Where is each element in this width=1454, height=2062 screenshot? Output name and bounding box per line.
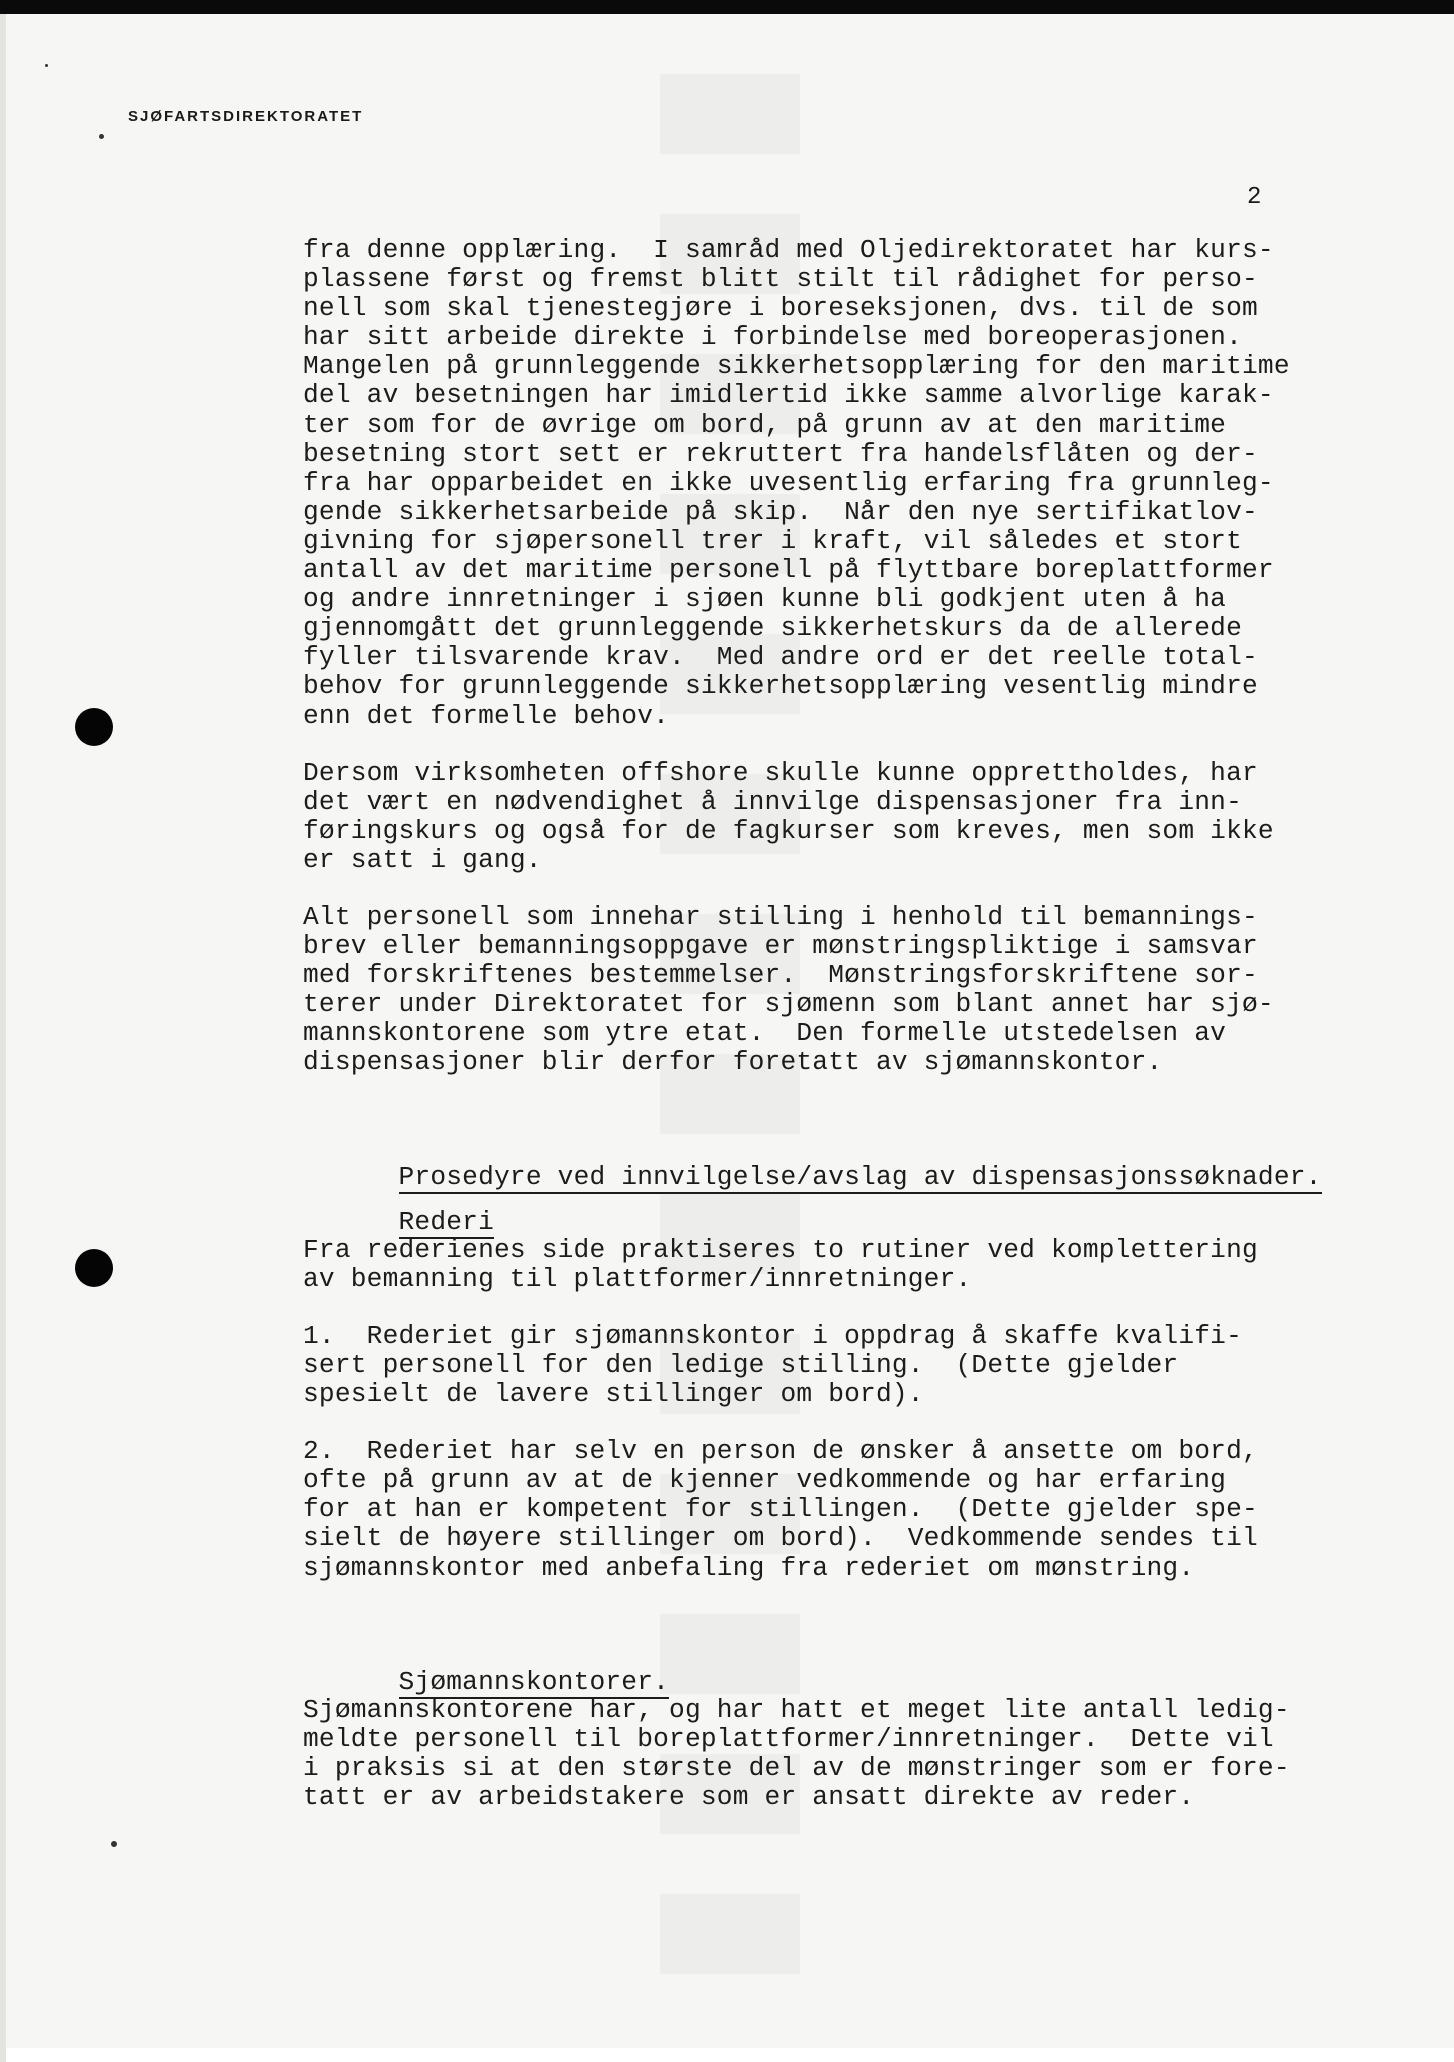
text-line: føringskurs og også for de fagkurser som kreves, men som ikke <box>303 815 1274 846</box>
text-line: for at han er kompetent for stillingen. (Dette gjelder spe- <box>303 1494 1258 1525</box>
text-line: fra har opparbeidet en ikke uvesentlig erfaring fra grunnleg- <box>303 467 1274 498</box>
text-line: ofte på grunn av at de kjenner vedkommende og har erfaring <box>303 1465 1227 1496</box>
text-line: behov for grunnleggende sikkerhetsopplæring vesentlig mindre <box>303 671 1258 702</box>
text-line: av bemanning til plattformer/innretninger. <box>303 1263 972 1294</box>
text-line: det vært en nødvendighet å innvilge dispensasjoner fra inn- <box>303 786 1242 817</box>
text-line: gjennomgått det grunnleggende sikkerhetskurs da de allerede <box>303 613 1242 644</box>
letterhead-org: SJØFARTSDIREKTORATET <box>128 108 364 125</box>
list-item-1 <box>303 1322 1373 1409</box>
text-line: terer under Direktoratet for sjømenn som blant annet har sjø- <box>303 989 1274 1020</box>
list-item-2 <box>303 1437 1373 1582</box>
paragraph-5 <box>303 1696 1373 1812</box>
scan-speck <box>111 1841 117 1847</box>
text-line: fra denne opplæring. I samråd med Oljedirektoratet har kurs- <box>303 235 1274 265</box>
text-line: meldte personell til boreplattformer/innretninger. Dette vil <box>303 1723 1274 1754</box>
text-line: antall av det maritime personell på flyttbare boreplattformer <box>303 555 1274 586</box>
subheading-sjomannskontorer <box>303 1639 1373 1697</box>
text-line: med forskriftenes bestemmelser. Mønstringsforskriftene sor- <box>303 960 1258 991</box>
text-line: er satt i gang. <box>303 844 542 875</box>
text-line: 2. Rederiet har selv en person de ønsker å ansette om bord, <box>303 1436 1258 1467</box>
scan-speck <box>45 64 48 67</box>
text-line: har sitt arbeide direkte i forbindelse med boreoperasjonen. <box>303 322 1242 353</box>
section-heading <box>303 1134 1373 1192</box>
document-body <box>303 236 1373 1812</box>
punch-hole <box>75 708 113 746</box>
text-line: fyller tilsvarende krav. Med andre ord er det reelle total- <box>303 642 1258 673</box>
text-line: nell som skal tjenestegjøre i boreseksjonen, dvs. til de som <box>303 293 1258 324</box>
scan-speck <box>99 134 104 139</box>
text-line: plassene først og fremst blitt stilt til rådighet for perso- <box>303 264 1258 295</box>
punch-hole <box>75 1249 113 1287</box>
subheading-sjomannskontorer-text: Sjømannskontorer. <box>398 1666 670 1697</box>
text-line: i praksis si at den største del av de mønstringer som er fore- <box>303 1752 1290 1783</box>
text-line: Mangelen på grunnleggende sikkerhetsopplæring for den maritime <box>303 351 1290 382</box>
text-line: tatt er av arbeidstakere som er ansatt direkte av reder. <box>303 1782 1195 1813</box>
text-line: givning for sjøpersonell trer i kraft, vil således et stort <box>303 525 1242 556</box>
text-line: sjømannskontor med anbefaling fra rederiet om mønstring. <box>303 1552 1195 1583</box>
paragraph-4 <box>303 1236 1373 1294</box>
text-line: spesielt de lavere stillinger om bord). <box>303 1379 924 1410</box>
text-line: mannskontorene som ytre etat. Den formelle utstedelsen av <box>303 1018 1227 1049</box>
text-line: Dersom virksomheten offshore skulle kunne opprettholdes, har <box>303 757 1258 788</box>
text-line: og andre innretninger i sjøen kunne bli godkjent uten å ha <box>303 584 1227 615</box>
text-line: del av besetningen har imidlertid ikke samme alvorlige karak- <box>303 380 1274 411</box>
text-line: brev eller bemanningsoppgave er mønstringspliktige i samsvar <box>303 931 1258 962</box>
section-heading-text: Prosedyre ved innvilgelse/avslag av dispensasjonssøknader. <box>398 1161 1322 1192</box>
paragraph-1 <box>303 236 1373 731</box>
text-line: enn det formelle behov. <box>303 700 670 731</box>
text-line: Alt personell som innehar stilling i henhold til bemannings- <box>303 901 1258 932</box>
text-line: Sjømannskontorene har, og har hatt et meget lite antall ledig- <box>303 1694 1290 1725</box>
text-line: besetning stort sett er rekruttert fra handelsflåten og der- <box>303 438 1258 469</box>
text-line: dispensasjoner blir derfor foretatt av sjømannskontor. <box>303 1047 1163 1078</box>
paragraph-2 <box>303 759 1373 875</box>
text-line: Fra rederienes side praktiseres to rutiner ved komplettering <box>303 1234 1258 1265</box>
scan-edge <box>0 14 6 2062</box>
text-line: ter som for de øvrige om bord, på grunn av at den maritime <box>303 409 1227 440</box>
paragraph-3 <box>303 903 1373 1078</box>
text-line: sielt de høyere stillinger om bord). Vedkommende sendes til <box>303 1523 1258 1554</box>
text-line: 1. Rederiet gir sjømannskontor i oppdrag å skaffe kvalifi- <box>303 1320 1242 1351</box>
text-line: sert personell for den ledige stilling. (Dette gjelder <box>303 1350 1179 1380</box>
page-number: 2 <box>1247 184 1262 211</box>
text-line: gende sikkerhetsarbeide på skip. Når den nye sertifikatlov- <box>303 496 1258 527</box>
subheading-rederi-text: Rederi <box>398 1206 494 1237</box>
